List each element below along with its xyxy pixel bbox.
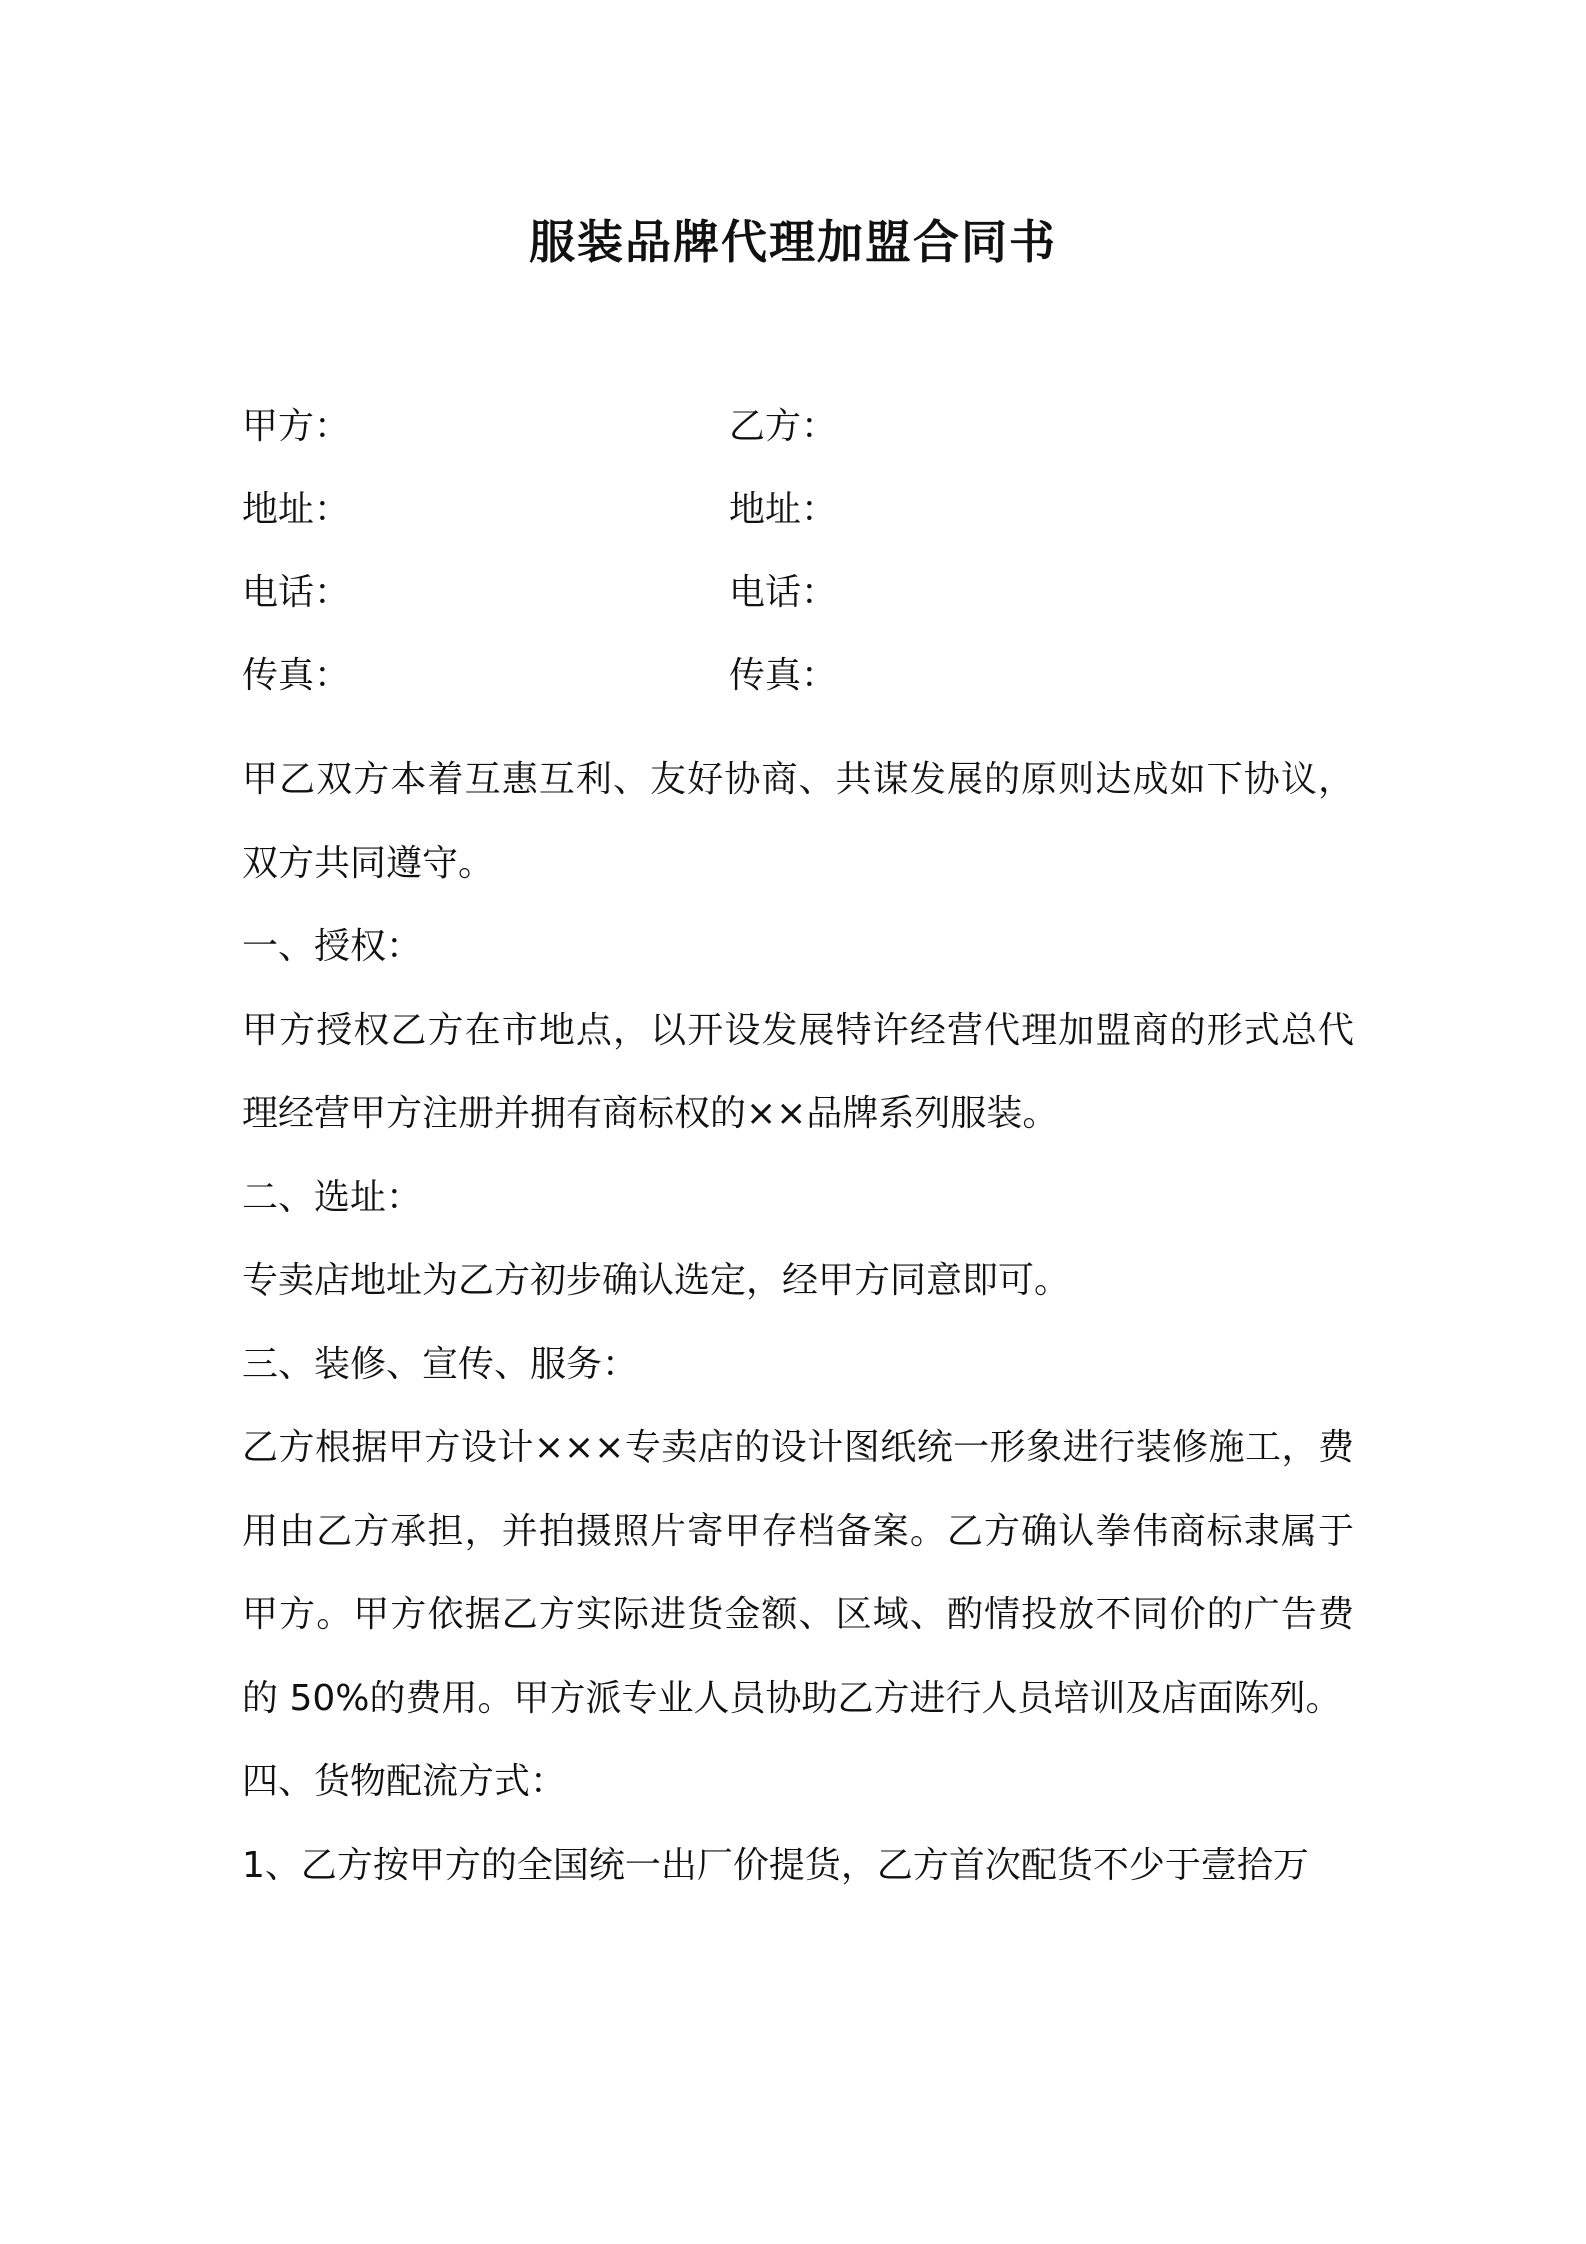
party-row-address (242, 485, 1352, 568)
distribution-item-1: 1、乙方按甲方的全国统一出厂价提货，乙方首次配货不少于壹拾万 (242, 1844, 1309, 1886)
party-row-phone (242, 568, 1352, 651)
authorization-paragraph: 甲方授权乙方在市地点，以开设发展特许经营代理加盟商的形式总代理经营甲方注册并拥有商标权的××品牌系列服装。 (242, 1009, 1354, 1134)
party-a-phone-label: 电话： (242, 572, 351, 613)
party-b-address-label: 地址： (729, 489, 838, 530)
party-row-name (242, 402, 1352, 485)
party-b-name-label: 乙方： (729, 406, 838, 447)
document-title: 服装品牌代理加盟合同书 (529, 215, 1057, 269)
party-info (242, 402, 1352, 734)
party-a-address-label: 地址： (242, 489, 351, 530)
section-heading-authorization: 一、授权： (242, 926, 423, 967)
preamble-paragraph: 甲乙双方本着互惠互利、友好协商、共谋发展的原则达成如下协议，双方共同遵守。 (242, 759, 1354, 884)
contract-body (242, 738, 1354, 1907)
party-a-name-label: 甲方： (242, 406, 351, 447)
section-heading-site: 二、选址： (242, 1176, 423, 1218)
party-a-fax-label: 传真： (242, 655, 351, 696)
section-heading-distribution: 四、货物配流方式： (242, 1761, 567, 1802)
site-paragraph: 专卖店地址为乙方初步确认选定，经甲方同意即可。 (242, 1260, 1071, 1301)
section-heading-decoration: 三、装修、宣传、服务： (242, 1343, 639, 1385)
party-b-fax-label: 传真： (729, 655, 838, 696)
party-b-phone-label: 电话： (729, 572, 838, 613)
decoration-paragraph: 乙方根据甲方设计×××专卖店的设计图纸统一形象进行装修施工，费用由乙方承担，并拍摄照片寄甲存档备案。乙方确认拳伟商标隶属于甲方。甲方依据乙方实际进货金额、区域、酌情投放不同价的广告费的 50%的费用。甲方派专业人员协助乙方进行人员培训及店面陈列。 (242, 1427, 1354, 1719)
party-row-fax (242, 651, 1352, 734)
